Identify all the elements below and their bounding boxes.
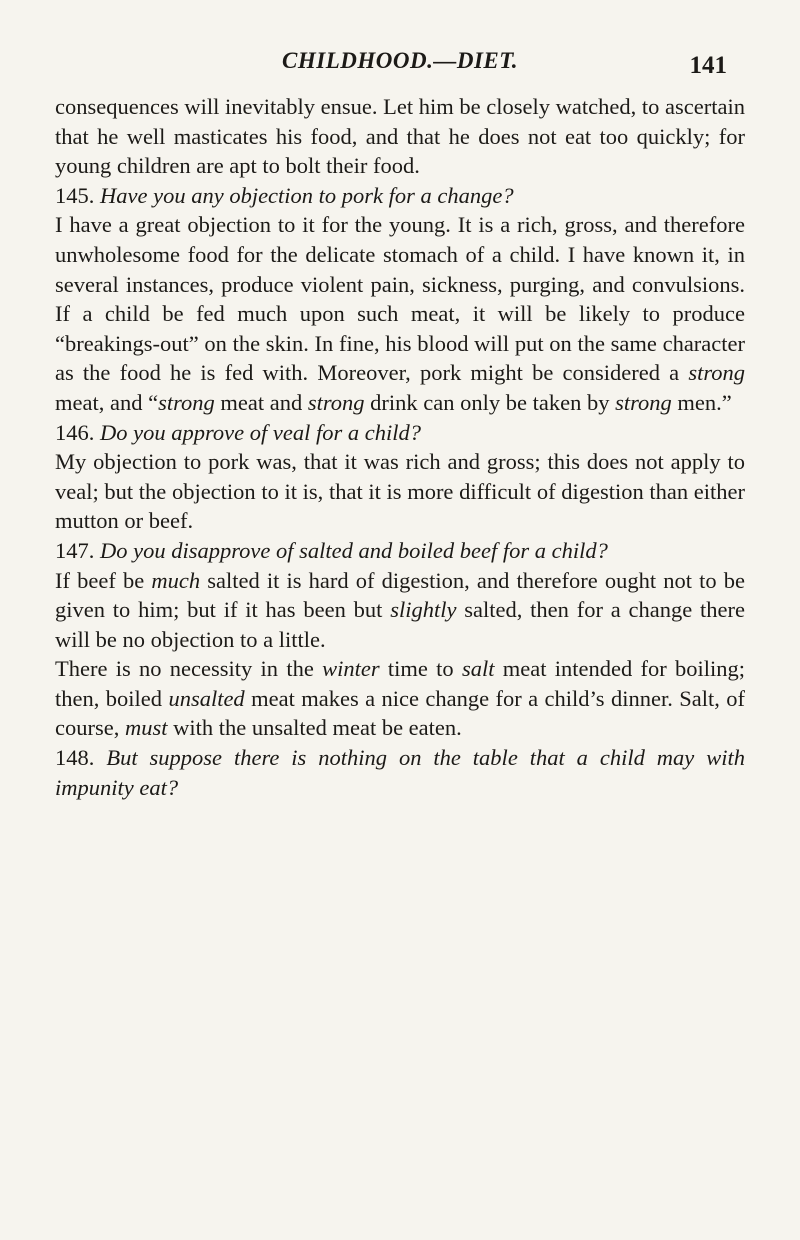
answer-text: men.” xyxy=(677,389,732,415)
question-147 xyxy=(55,536,745,566)
answer-text: There is no necessity in the xyxy=(55,656,314,682)
running-head xyxy=(55,48,745,88)
emphasis-word: must xyxy=(124,715,168,741)
answer-text: salted it is hard of digestion, and therefore ought not to be given to him; but if it has been but xyxy=(55,567,745,623)
question-text: Do you disapprove of salted and boiled beef for a child? xyxy=(100,537,608,563)
answer-147-continued xyxy=(55,654,745,743)
question-text: But suppose there is nothing on the table that a child may with impunity eat? xyxy=(55,745,745,800)
answer-147 xyxy=(55,566,745,655)
body-text xyxy=(55,92,745,802)
answer-145 xyxy=(55,210,745,417)
page-number: 141 xyxy=(689,52,727,79)
emphasis-word: much xyxy=(151,567,201,593)
answer-text: meat and xyxy=(220,389,303,415)
answer-text: meat makes a nice change for a child’s dinner. Salt, of course, xyxy=(55,685,746,741)
question-146 xyxy=(55,418,745,448)
question-text: Do you approve of veal for a child? xyxy=(100,419,421,445)
emphasis-word: slightly xyxy=(390,597,457,623)
answer-text: I have a great objection to it for the young. It is a rich, gross, and therefore unwholesome food for the delicate stomach of a child. I have known it, in several instances, produce violent pain, sickness, purging, and convulsions. If a child be fed much upon such meat, it will be likely to produce “breakings-out” on the skin. In fine, his blood will put on the same character as the food he is fed with. Moreover, pork might be considered a xyxy=(55,212,745,386)
answer-text: meat intended for boiling; then, boiled xyxy=(55,656,746,711)
emphasis-word: strong xyxy=(307,389,365,415)
emphasis-word: strong xyxy=(615,389,672,415)
answer-text: My objection to pork was, that it was rich and gross; this does not apply to veal; but the objection to it is, that it is more difficult of digestion than either mutton or beef. xyxy=(55,449,745,534)
answer-text: If beef be xyxy=(55,567,145,593)
paragraph-text: consequences will inevitably ensue. Let him be closely watched, to ascertain that he well masticates his food, and that he does not eat too quickly; for young children are apt to bolt their food. xyxy=(55,94,745,179)
question-number: 145. xyxy=(55,182,95,208)
question-number: 146. xyxy=(55,419,95,445)
question-text: Have you any objection to pork for a change? xyxy=(100,182,514,208)
question-148 xyxy=(55,743,745,802)
answer-text: drink can only be taken by xyxy=(370,389,610,415)
emphasis-word: salt xyxy=(461,656,495,682)
answer-text: with the unsalted meat be eaten. xyxy=(173,715,462,741)
answer-text: time to xyxy=(387,656,454,682)
paragraph-continuation xyxy=(55,92,745,181)
emphasis-word: strong xyxy=(688,360,745,386)
emphasis-word: winter xyxy=(322,656,380,682)
question-145 xyxy=(55,181,745,211)
answer-text: salted, then for a change there will be no objection to a little. xyxy=(55,597,746,652)
answer-146 xyxy=(55,447,745,536)
question-number: 147. xyxy=(55,537,95,563)
emphasis-word: strong xyxy=(158,389,215,415)
answer-text: meat, and “ xyxy=(55,389,159,415)
question-number: 148. xyxy=(55,745,95,771)
emphasis-word: unsalted xyxy=(168,685,245,711)
running-title: CHILDHOOD.—DIET. xyxy=(282,48,518,73)
